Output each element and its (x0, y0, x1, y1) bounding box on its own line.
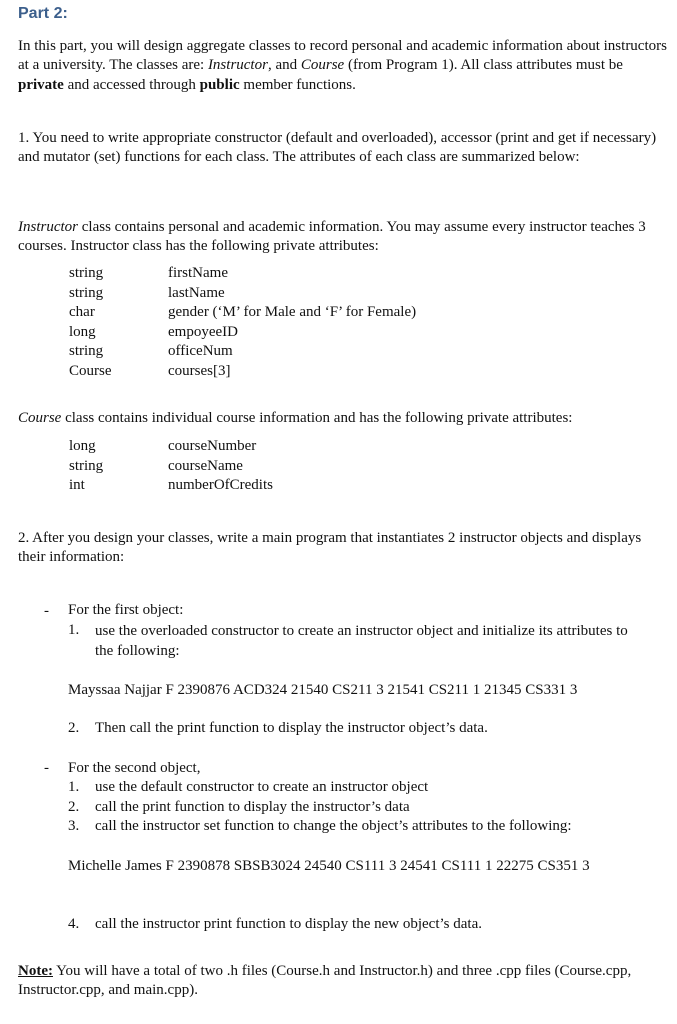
intro-sep: , and (267, 57, 301, 74)
intro-class-instructor: Instructor (207, 57, 268, 74)
item1-paragraph: 1. You need to write appropriate constructor (default and overloaded), accessor (print and get if necessary) and mutator (set) functions for each class. The attributes of each class are summarized below: (18, 130, 657, 166)
course-description (18, 409, 668, 428)
step-number: 2. (68, 720, 80, 736)
course-class-name: Course (18, 410, 62, 426)
course-desc-text: class contains individual course information and has the following private attributes: (61, 410, 573, 426)
step-text: Then call the print function to display the instructor object’s data. (95, 720, 488, 736)
intro-private: private (18, 76, 64, 93)
attr-type: long (69, 323, 96, 340)
attr-name: numberOfCredits (168, 477, 273, 493)
step-text: use the overloaded constructor to create an instructor object and initialize its attributes to the following: (95, 623, 628, 659)
intro-text-d: member functions. (239, 76, 356, 93)
note-text: You will have a total of two .h files (Course.h and Instructor.h) and three .cpp files (Course.cpp, Instructor.cpp, and main.cpp). (18, 963, 632, 999)
intro-text-a: In this part, you will design aggregate classes to record personal and academic information about instructors at a university. The classes are: (18, 38, 667, 74)
step-number: 1. (68, 622, 80, 638)
step-number: 3. (68, 818, 80, 834)
attr-name: courseNumber (168, 438, 257, 454)
intro-paragraph (18, 37, 668, 95)
attr-name: empoyeeID (168, 323, 238, 340)
attr-type: string (69, 343, 104, 359)
step-number: 1. (68, 779, 80, 795)
step-text: call the print function to display the instructor’s data (95, 798, 410, 815)
attr-name: officeNum (168, 343, 233, 359)
step-text: use the default constructor to create an instructor object (95, 779, 429, 795)
attr-type: int (69, 477, 85, 493)
item2-paragraph: 2. After you design your classes, write a main program that instantiates 2 instructor objects and displays their information: (18, 530, 642, 566)
first-object-heading: For the first object: (68, 602, 184, 618)
attr-name: courses[3] (168, 362, 231, 379)
instructor-desc-text: class contains personal and academic information. You may assume every instructor teaches 3 courses. Instructor class has the following private attributes: (18, 219, 646, 255)
intro-text-c: and accessed through (63, 76, 200, 93)
second-object-data: Michelle James F 2390878 SBSB3024 24540 CS111 3 24541 CS111 1 22275 CS351 3 (68, 858, 590, 874)
part-title: Part 2: (18, 5, 68, 22)
first-object-data: Mayssaa Najjar F 2390876 ACD324 21540 CS211 3 21541 CS211 1 21345 CS331 3 (68, 682, 578, 698)
attr-name: lastName (168, 284, 225, 301)
attr-type: string (69, 457, 104, 474)
bullet-dash: - (44, 603, 49, 619)
attr-name: gender (‘M’ for Male and ‘F’ for Female) (168, 304, 417, 320)
attr-name: firstName (168, 265, 228, 281)
step-number: 2. (68, 798, 80, 815)
attr-type: long (69, 438, 96, 454)
second-object-heading: For the second object, (68, 760, 201, 776)
step-text: call the instructor print function to display the new object’s data. (95, 916, 482, 932)
intro-class-course: Course (300, 57, 345, 74)
note-paragraph (18, 962, 668, 1001)
attr-name: courseName (168, 457, 243, 474)
instructor-description (18, 218, 668, 257)
note-label: Note: (18, 963, 53, 979)
attr-type: string (69, 284, 104, 301)
bullet-dash: - (44, 760, 49, 776)
attr-type: Course (69, 362, 112, 379)
step-text: call the instructor set function to change the object’s attributes to the following: (95, 818, 572, 834)
attr-type: char (69, 304, 95, 320)
instructor-class-name: Instructor (18, 219, 78, 235)
step-number: 4. (68, 916, 80, 932)
attr-type: string (69, 265, 104, 281)
intro-text-b: (from Program 1). All class attributes must be (344, 57, 623, 74)
intro-public: public (199, 76, 240, 93)
